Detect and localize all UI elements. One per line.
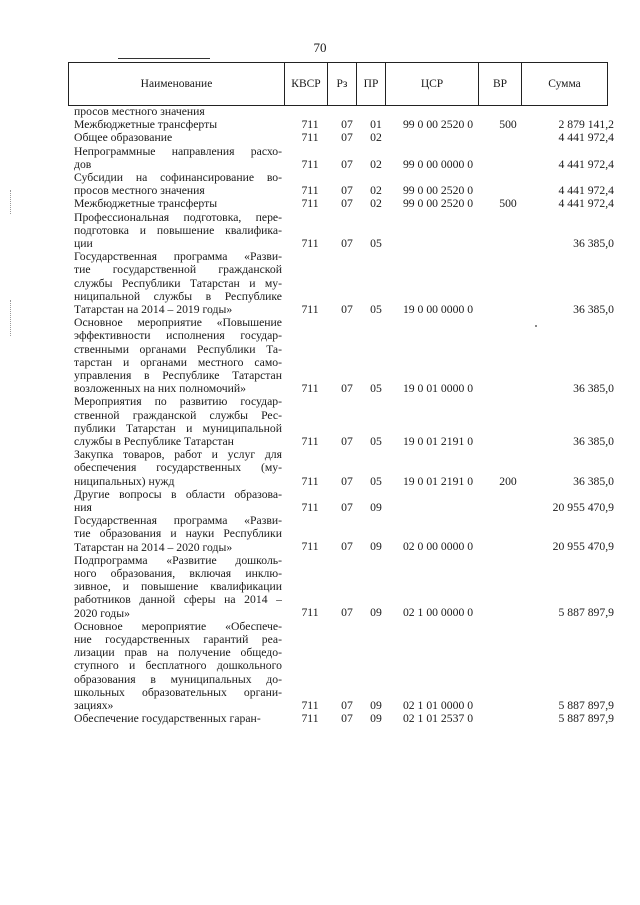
- row-name-line: ции: [74, 236, 93, 250]
- row-name-line: возложенных на них полномочий»: [74, 382, 246, 396]
- row-name-line: тарстан и органами местного само-: [74, 355, 282, 369]
- cell-csr: 19 0 01 2191 0: [402, 434, 474, 448]
- cell-sum: 36 385,0: [573, 474, 614, 488]
- cell-kvsr: 711: [301, 157, 319, 171]
- cell-sum: 20 955 470,9: [552, 540, 614, 554]
- row-name-line: тие образования и науки Республики: [74, 527, 282, 541]
- row-name-line: Общее образование: [74, 131, 173, 145]
- cell-csr: 19 0 00 0000 0: [402, 302, 474, 316]
- cell-kvsr: 711: [301, 131, 319, 145]
- table-row: [0, 448, 640, 488]
- cell-rz: 07: [341, 197, 353, 211]
- cell-kvsr: 711: [301, 540, 319, 554]
- row-name: [74, 514, 282, 554]
- cell-sum: 36 385,0: [573, 434, 614, 448]
- header-vr: ВР: [479, 63, 522, 106]
- row-name: [74, 131, 282, 144]
- row-name: [74, 316, 282, 395]
- cell-pr: 09: [370, 540, 382, 554]
- row-name-line: Подпрограмма «Развитие дошколь-: [74, 553, 282, 567]
- cell-kvsr: 711: [301, 236, 319, 250]
- cell-kvsr: 711: [301, 474, 319, 488]
- row-name-line: ниципальных) нужд: [74, 474, 175, 488]
- table-row: [0, 316, 640, 395]
- cell-sum: 36 385,0: [573, 302, 614, 316]
- cell-vr: 200: [499, 474, 517, 488]
- row-name-line: службы Республики Татарстан и му-: [74, 276, 282, 290]
- cell-rz: 07: [341, 236, 353, 250]
- header-rule: [118, 58, 210, 59]
- table-row: [0, 197, 640, 210]
- cell-pr: 05: [370, 434, 382, 448]
- row-name-line: Обеспечение государственных гаран-: [74, 712, 261, 726]
- header-rz: Рз: [328, 63, 357, 106]
- cell-rz: 07: [341, 606, 353, 620]
- header-kvsr: КВСР: [285, 63, 328, 106]
- row-name-line: обеспечения государственных (му-: [74, 461, 282, 475]
- cell-rz: 07: [341, 131, 353, 145]
- cell-pr: 05: [370, 236, 382, 250]
- cell-kvsr: 711: [301, 606, 319, 620]
- table-row: [0, 395, 640, 448]
- cell-pr: 02: [370, 197, 382, 211]
- row-name-line: Межбюджетные трансферты: [74, 197, 218, 211]
- row-name: [74, 554, 282, 620]
- row-name-line: Непрограммные направления расхо-: [74, 144, 282, 158]
- row-name-line: Основное мероприятие «Обеспече-: [74, 619, 282, 633]
- table-row: [0, 554, 640, 620]
- row-name-line: ного образования, включая инклю-: [74, 566, 282, 580]
- cell-pr: 05: [370, 302, 382, 316]
- cell-rz: 07: [341, 434, 353, 448]
- cell-sum: 36 385,0: [573, 236, 614, 250]
- row-name: [74, 145, 282, 171]
- row-name: [74, 250, 282, 316]
- cell-rz: 07: [341, 474, 353, 488]
- row-name-line: Межбюджетные трансферты: [74, 118, 218, 132]
- cell-sum: 20 955 470,9: [552, 500, 614, 514]
- cell-csr: 02 1 01 0000 0: [402, 698, 474, 712]
- row-name: [74, 211, 282, 251]
- cell-kvsr: 711: [301, 197, 319, 211]
- header-csr: ЦСР: [386, 63, 479, 106]
- row-name-line: службы в Республике Татарстан: [74, 434, 234, 448]
- row-name-line: тие государственной гражданской: [74, 263, 282, 277]
- row-name: [74, 171, 282, 197]
- cell-csr: 02 1 01 2537 0: [402, 712, 474, 726]
- row-name-line: Государственная программа «Разви-: [74, 250, 282, 264]
- row-name-line: зациях»: [74, 698, 114, 712]
- table-row: [0, 211, 640, 251]
- cell-pr: 09: [370, 606, 382, 620]
- cell-pr: 01: [370, 118, 382, 132]
- row-name-line: ния: [74, 500, 92, 514]
- cell-csr: 19 0 01 0000 0: [402, 382, 474, 396]
- row-name: [74, 448, 282, 488]
- row-name-line: эффективности исполнения государ-: [74, 329, 282, 343]
- row-name-line: ступного и бесплатного дошкольного: [74, 659, 282, 673]
- row-name-line: Государственная программа «Разви-: [74, 514, 282, 528]
- cell-rz: 07: [341, 500, 353, 514]
- row-name: [74, 197, 282, 210]
- row-name-line: образования в муниципальных до-: [74, 672, 282, 686]
- table-row: [0, 620, 640, 712]
- row-name-line: дов: [74, 157, 92, 171]
- cell-pr: 02: [370, 157, 382, 171]
- row-name-line: лизации прав на получение общедо-: [74, 646, 282, 660]
- row-name-line: работников данной сферы на 2014 –: [74, 593, 282, 607]
- cell-csr: 99 0 00 2520 0: [402, 197, 474, 211]
- cell-csr: 02 1 00 0000 0: [402, 606, 474, 620]
- row-name-line: Татарстан на 2014 – 2020 годы»: [74, 540, 233, 554]
- cell-sum: 5 887 897,9: [558, 712, 614, 726]
- table-row: [0, 145, 640, 171]
- table-row: [0, 250, 640, 316]
- row-name-line: просов местного значения: [74, 105, 205, 118]
- row-name-line: Субсидии на софинансирование во-: [74, 170, 282, 184]
- cell-rz: 07: [341, 698, 353, 712]
- row-name-line: Татарстан на 2014 – 2019 годы»: [74, 302, 233, 316]
- row-name-line: ниципальной службы в Республике: [74, 289, 282, 303]
- row-name-line: подготовка и повышение квалифика-: [74, 223, 282, 237]
- cell-pr: 05: [370, 382, 382, 396]
- table-row: [0, 171, 640, 197]
- table-row: [0, 118, 640, 131]
- row-name-line: Основное мероприятие «Повышение: [74, 316, 282, 330]
- row-name-line: ственной гражданской службы Рес-: [74, 408, 282, 422]
- page-number: 70: [313, 40, 327, 55]
- row-name-line: 2020 годы»: [74, 606, 130, 620]
- cell-sum: 4 441 972,4: [558, 131, 614, 145]
- table-row: [0, 712, 640, 725]
- cell-pr: 02: [370, 131, 382, 145]
- cell-sum: 2 879 141,2: [558, 118, 614, 132]
- cell-kvsr: 711: [301, 698, 319, 712]
- cell-kvsr: 711: [301, 184, 319, 198]
- cell-sum: 36 385,0: [573, 382, 614, 396]
- table-header: [68, 62, 608, 106]
- cell-pr: 09: [370, 500, 382, 514]
- cell-sum: 5 887 897,9: [558, 606, 614, 620]
- row-name-line: публики Татарстан и муниципальной: [74, 421, 282, 435]
- header-sum: Сумма: [522, 63, 608, 106]
- row-name-line: ние государственных гарантий реа-: [74, 632, 282, 646]
- row-name: [74, 105, 282, 118]
- row-name: [74, 620, 282, 712]
- row-name-line: школьных образовательных органи-: [74, 685, 282, 699]
- row-name-line: зивное, и повышение квалификации: [74, 580, 282, 594]
- row-name-line: Профессиональная подготовка, пере-: [74, 210, 282, 224]
- cell-rz: 07: [341, 184, 353, 198]
- row-name-line: Мероприятия по развитию государ-: [74, 395, 282, 409]
- cell-rz: 07: [341, 157, 353, 171]
- cell-csr: 99 0 00 2520 0: [402, 184, 474, 198]
- cell-rz: 07: [341, 302, 353, 316]
- cell-csr: 19 0 01 2191 0: [402, 474, 474, 488]
- cell-vr: 500: [499, 197, 517, 211]
- row-name-line: просов местного значения: [74, 184, 205, 198]
- cell-csr: 02 0 00 0000 0: [402, 540, 474, 554]
- cell-rz: 07: [341, 712, 353, 726]
- cell-kvsr: 711: [301, 712, 319, 726]
- cell-csr: 99 0 00 0000 0: [402, 157, 474, 171]
- cell-rz: 07: [341, 382, 353, 396]
- table-row: [0, 131, 640, 144]
- cell-kvsr: 711: [301, 434, 319, 448]
- row-name-line: Закупка товаров, работ и услуг для: [74, 448, 282, 462]
- cell-rz: 07: [341, 118, 353, 132]
- budget-table-body: [0, 105, 640, 725]
- table-row: [0, 488, 640, 514]
- header-name: Наименование: [69, 63, 285, 106]
- cell-sum: 4 441 972,4: [558, 184, 614, 198]
- header-pr: ПР: [357, 63, 386, 106]
- cell-pr: 09: [370, 698, 382, 712]
- cell-kvsr: 711: [301, 302, 319, 316]
- cell-pr: 02: [370, 184, 382, 198]
- row-name: [74, 488, 282, 514]
- cell-sum: 4 441 972,4: [558, 157, 614, 171]
- row-name: [74, 395, 282, 448]
- cell-kvsr: 711: [301, 382, 319, 396]
- cell-kvsr: 711: [301, 500, 319, 514]
- row-name: [74, 118, 282, 131]
- row-name: [74, 712, 282, 725]
- cell-vr: 500: [499, 118, 517, 132]
- cell-pr: 09: [370, 712, 382, 726]
- cell-kvsr: 711: [301, 118, 319, 132]
- cell-csr: 99 0 00 2520 0: [402, 118, 474, 132]
- cell-rz: 07: [341, 540, 353, 554]
- table-row: [0, 105, 640, 118]
- cell-sum: 5 887 897,9: [558, 698, 614, 712]
- table-row: [0, 514, 640, 554]
- row-name-line: ственными органами Республики Та-: [74, 342, 282, 356]
- cell-sum: 4 441 972,4: [558, 197, 614, 211]
- cell-pr: 05: [370, 474, 382, 488]
- row-name-line: управления в Республике Татарстан: [74, 368, 282, 382]
- row-name-line: Другие вопросы в области образова-: [74, 487, 282, 501]
